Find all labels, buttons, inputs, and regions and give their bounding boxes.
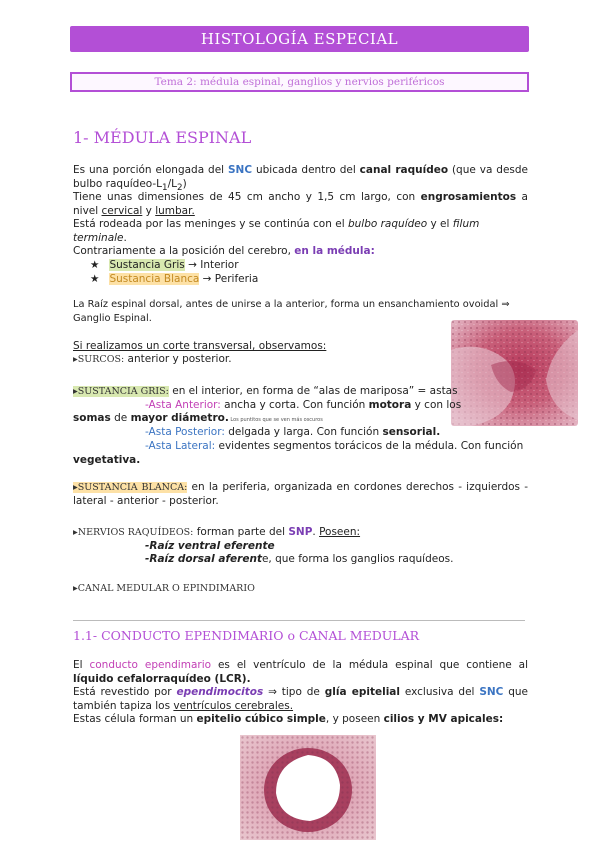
motora-term: motora bbox=[368, 399, 412, 411]
asta-posterior-label: -Asta Posterior: bbox=[145, 426, 225, 438]
text: → Periferia bbox=[199, 272, 259, 285]
asta-posterior-line bbox=[145, 426, 440, 440]
lumbar-term: lumbar. bbox=[155, 204, 195, 217]
paragraph-conducto bbox=[73, 659, 528, 686]
text: . bbox=[312, 526, 320, 538]
text: Es una porción elongada del bbox=[73, 164, 228, 176]
text: ancha y corta. Con función bbox=[220, 399, 369, 411]
text: y el bbox=[427, 218, 453, 230]
paragraph-dimensions bbox=[73, 191, 528, 218]
sustancia-gris-line bbox=[73, 385, 458, 399]
text: exclusiva del bbox=[400, 686, 480, 698]
subscript: 1 bbox=[162, 182, 168, 193]
poseen-term: Poseen: bbox=[319, 526, 361, 538]
text: Tiene unas dimensiones de 45 cm ancho y 1,5 cm largo, con bbox=[73, 191, 421, 203]
conducto-term: conducto ependimario bbox=[89, 659, 212, 671]
asta-lateral-label: -Asta Lateral: bbox=[145, 440, 216, 452]
mayor-diametro-term: mayor diámetro. bbox=[130, 412, 229, 424]
text: a nivel bbox=[73, 191, 528, 217]
text: El bbox=[73, 659, 90, 671]
asta-anterior-line bbox=[145, 399, 461, 413]
sensorial-term: sensorial. bbox=[382, 426, 441, 438]
text: Está revestido por bbox=[73, 686, 177, 698]
sustancia-blanca-label: ▸SUSTANCIA BLANCA: bbox=[73, 482, 188, 493]
text: ubicada dentro del bbox=[252, 164, 360, 176]
note-small: Los puntitos que se ven más oscuros bbox=[228, 417, 323, 423]
sustancia-blanca-label: Sustancia Blanca bbox=[109, 272, 200, 285]
glia-term: glía epitelial bbox=[324, 686, 400, 698]
filum-term: filum terminale bbox=[73, 218, 480, 244]
text: e, que forma los ganglios raquídeos. bbox=[261, 553, 454, 565]
bullet-list bbox=[90, 259, 258, 286]
vegetativa-term: vegetativa. bbox=[73, 454, 141, 466]
ependymal-canal-micrograph bbox=[240, 735, 376, 840]
corte-heading: Si realizamos un corte transversal, observamos: bbox=[73, 340, 327, 352]
text: , y poseen bbox=[325, 713, 384, 725]
nervios-label: ▸NERVIOS RAQUÍDEOS: bbox=[73, 527, 194, 538]
paragraph-meninges bbox=[73, 218, 528, 245]
text: y bbox=[142, 204, 156, 217]
raiz-ventral: -Raíz ventral eferente bbox=[145, 540, 275, 552]
ventriculos-term: ventrículos cerebrales. bbox=[173, 699, 294, 712]
snc-term: SNC bbox=[228, 164, 253, 176]
asta-anterior-label: -Asta Anterior: bbox=[145, 399, 221, 411]
canal-term: canal raquídeo bbox=[359, 164, 449, 176]
en-la-medula: en la médula: bbox=[294, 245, 375, 257]
sustancia-gris-label: Sustancia Gris bbox=[109, 259, 185, 271]
surcos-line bbox=[73, 353, 232, 367]
text: en el interior, en forma de “alas de mariposa” = astas bbox=[168, 385, 458, 397]
subscript: 2 bbox=[177, 182, 183, 193]
somas-term: somas bbox=[73, 412, 111, 424]
nervios-line bbox=[73, 526, 360, 540]
paragraph-ependimocitos bbox=[73, 686, 528, 713]
micrograph-image bbox=[451, 320, 578, 426]
engrosamientos-term: engrosamientos bbox=[420, 191, 517, 203]
text: Contrariamente a la posición del cerebro, bbox=[73, 245, 295, 257]
list-item bbox=[90, 273, 258, 287]
text: Está rodeada por las meninges y se continúa con el bbox=[73, 218, 348, 230]
text: de bbox=[110, 412, 131, 424]
divider bbox=[73, 620, 525, 621]
text: ) bbox=[182, 177, 187, 190]
text: . bbox=[123, 231, 127, 244]
star-icon: ★ bbox=[90, 259, 100, 271]
paragraph-epitelio bbox=[73, 713, 503, 727]
bulbo-term: bulbo raquídeo bbox=[347, 218, 428, 230]
paragraph-raiz: La Raíz espinal dorsal, antes de unirse a la anterior, forma un ensanchamiento ovoidal ⇒ Ganglio Espinal. bbox=[73, 299, 510, 324]
asta-lateral-line bbox=[145, 440, 528, 454]
cilios-term: cilios y MV apicales: bbox=[383, 713, 504, 725]
topic-banner bbox=[70, 72, 529, 92]
title-text: HISTOLOGÍA ESPECIAL bbox=[200, 30, 399, 48]
text: en la periferia, organizada en cordones derechos - izquierdos - lateral - anterior - posterior. bbox=[73, 481, 528, 507]
text: /L bbox=[167, 177, 178, 190]
ependimocitos-term: ependimocitos bbox=[176, 686, 264, 698]
raiz-dorsal bbox=[145, 553, 453, 567]
text: Estas célula forman un bbox=[73, 713, 197, 725]
star-icon: ★ bbox=[90, 272, 100, 285]
paragraph-position bbox=[73, 245, 375, 259]
micrograph-image bbox=[240, 735, 376, 840]
snc-term: SNC bbox=[479, 686, 504, 698]
text: → Interior bbox=[184, 259, 239, 271]
spinal-cord-micrograph bbox=[451, 320, 578, 426]
lcr-term: líquido cefalorraquídeo (LCR). bbox=[73, 672, 251, 685]
text: forman parte del bbox=[193, 526, 289, 538]
list-item bbox=[90, 259, 258, 273]
text: anterior y posterior. bbox=[124, 353, 232, 365]
text: evidentes segmentos torácicos de la médula. Con función bbox=[215, 440, 524, 452]
canal-medular-heading: ▸CANAL MEDULAR O EPINDIMARIO bbox=[73, 583, 255, 594]
sustancia-blanca-line bbox=[73, 481, 528, 508]
text: ⇒ tipo de bbox=[263, 686, 325, 698]
raiz-dorsal-label: -Raíz dorsal aferent bbox=[145, 553, 262, 565]
cervical-term: cervical bbox=[101, 204, 143, 217]
topic-text: Tema 2: médula espinal, ganglios y nervios periféricos bbox=[154, 76, 445, 88]
sustancia-gris-label: ▸SUSTANCIA GRIS: bbox=[73, 386, 169, 397]
text: delgada y larga. Con función bbox=[224, 426, 383, 438]
epitelio-term: epitelio cúbico simple bbox=[196, 713, 326, 725]
text: (que va desde bulbo raquídeo-L bbox=[73, 164, 529, 190]
snp-term: SNP bbox=[288, 526, 313, 538]
surcos-label: ▸SURCOS: bbox=[73, 354, 125, 365]
text: es el ventrículo de la médula espinal que contiene al bbox=[211, 659, 528, 671]
section-heading-medula: 1- MÉDULA ESPINAL bbox=[73, 128, 252, 147]
section-heading-conducto: 1.1- CONDUCTO EPENDIMARIO o CANAL MEDULAR bbox=[73, 628, 420, 643]
document-title bbox=[70, 26, 529, 52]
text: que también tapiza los bbox=[73, 686, 529, 712]
text: y con los bbox=[411, 399, 462, 411]
